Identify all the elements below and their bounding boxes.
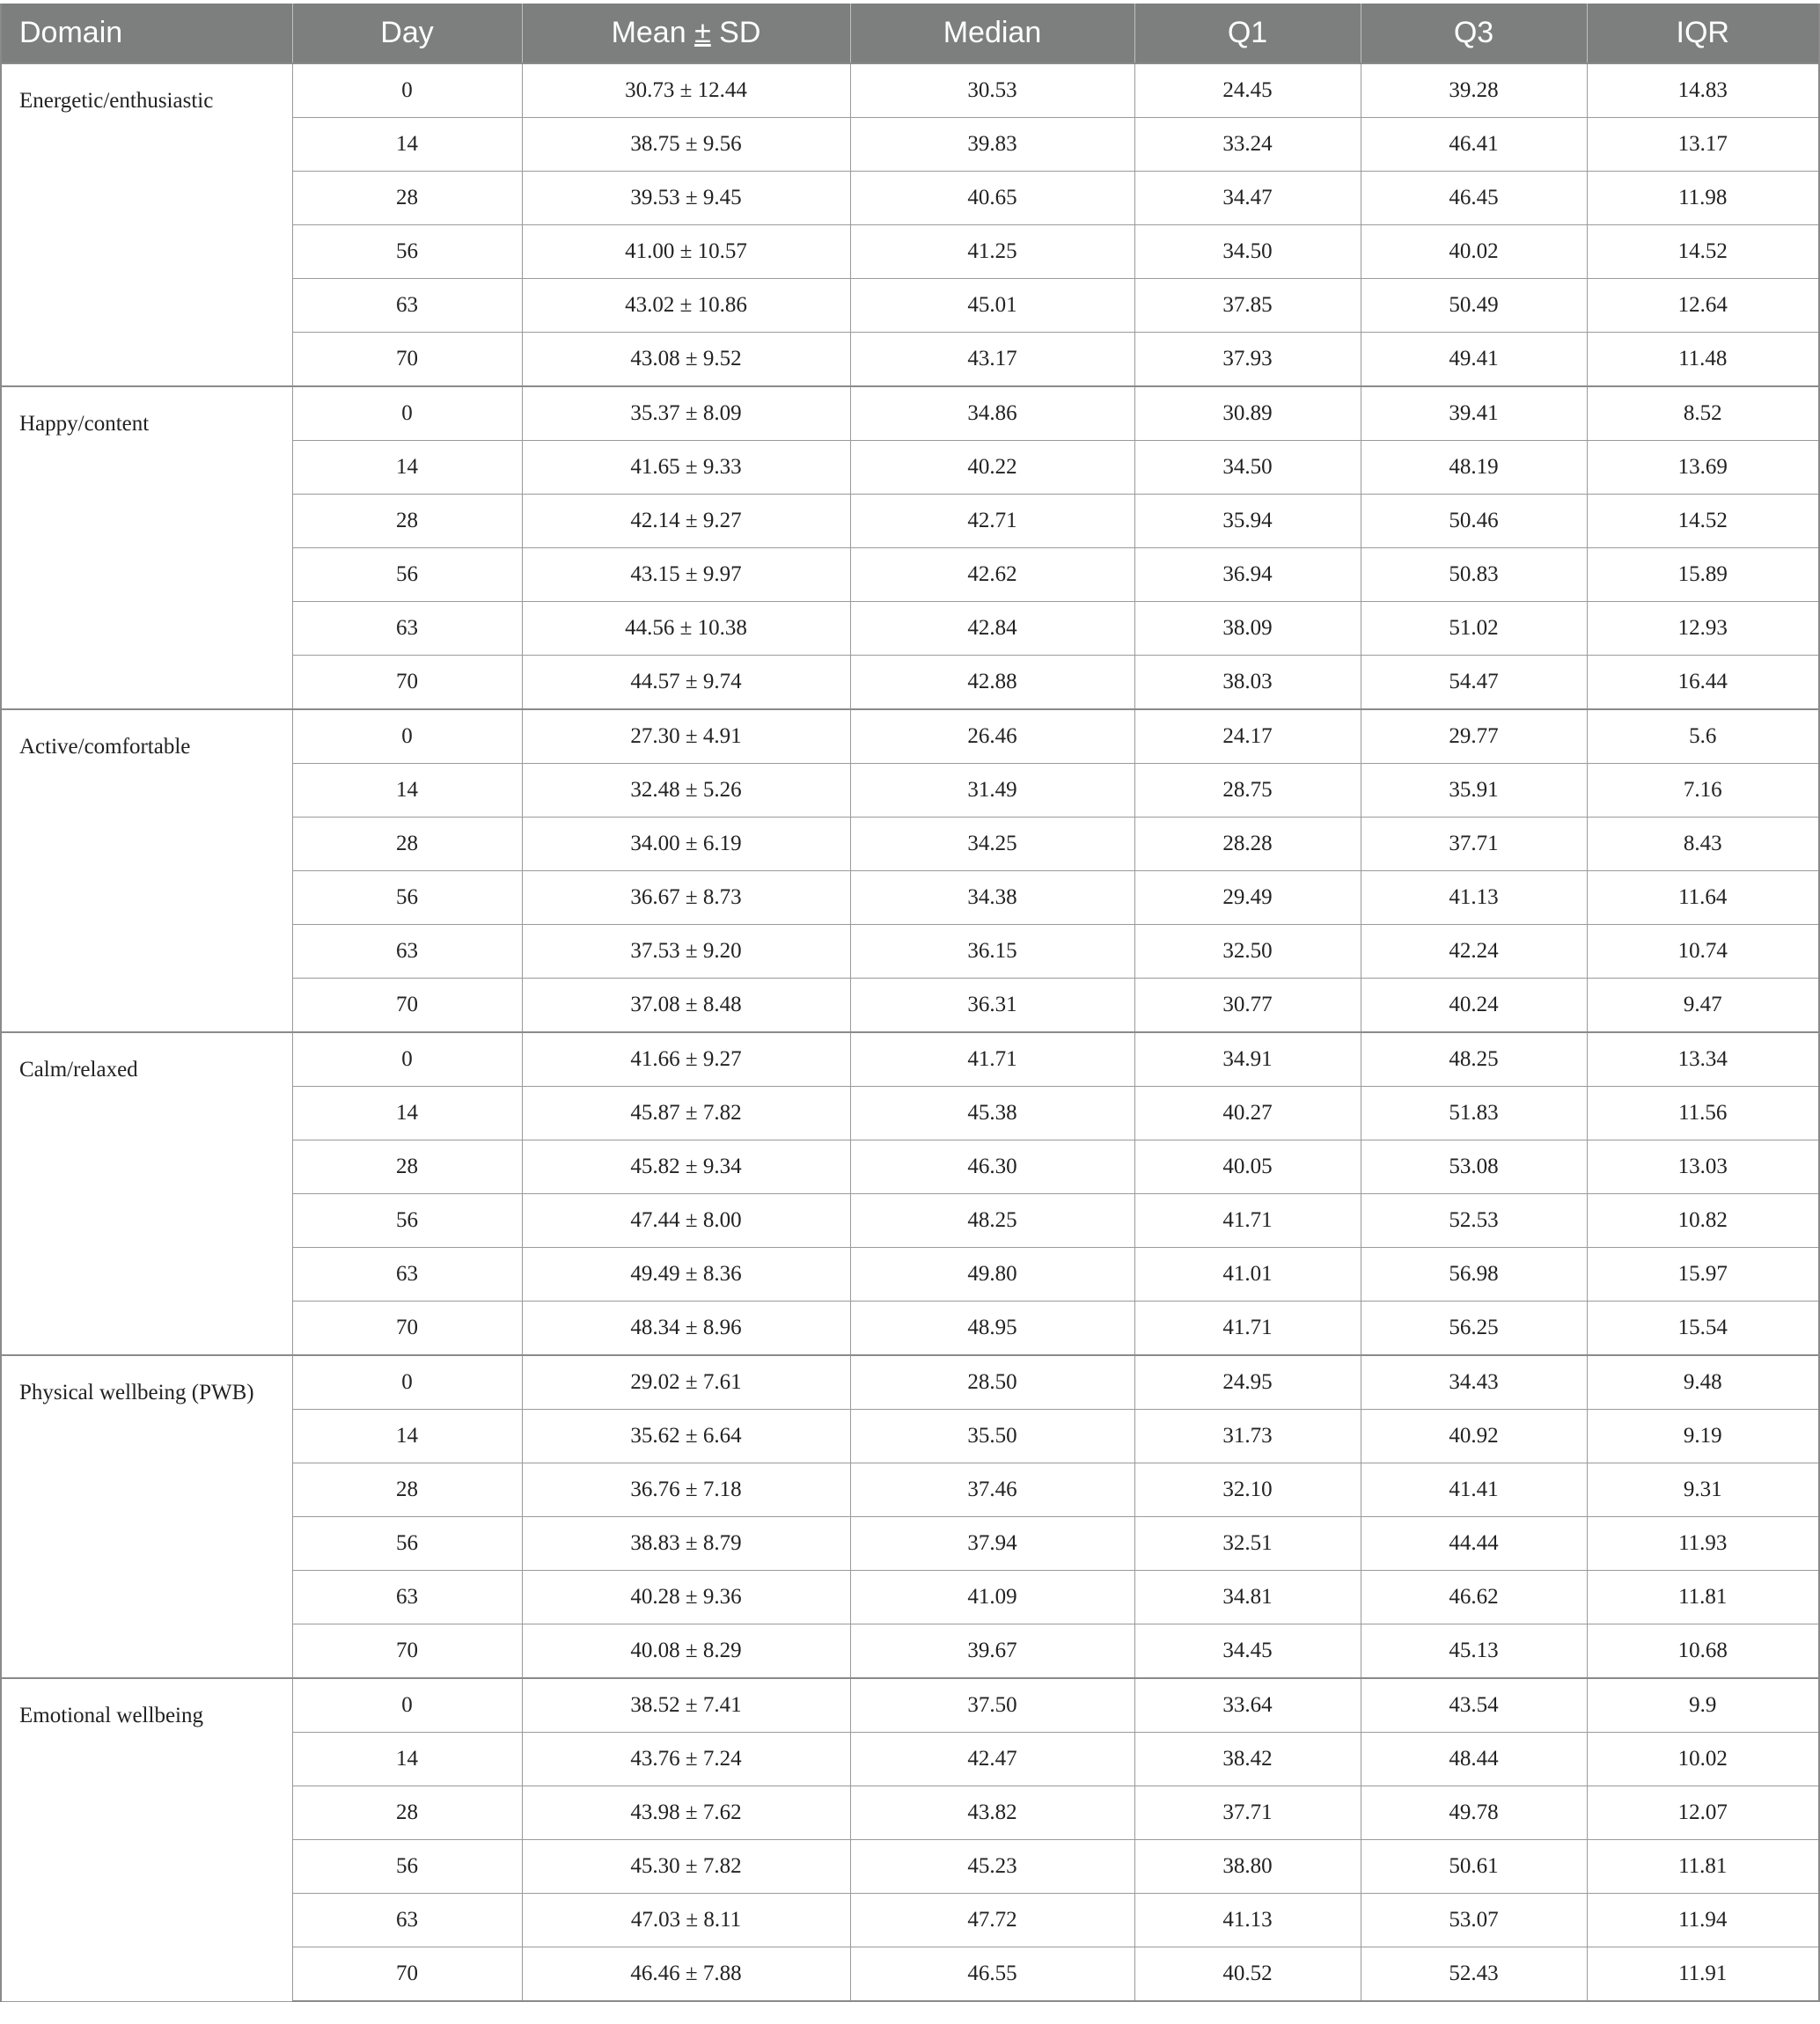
median-cell: 45.23 xyxy=(850,1840,1134,1894)
mean-sd-cell: 43.98 ± 7.62 xyxy=(522,1786,850,1840)
mean-sd-cell: 27.30 ± 4.91 xyxy=(522,709,850,764)
q3-cell: 53.07 xyxy=(1361,1894,1587,1947)
mean-sd-cell: 34.00 ± 6.19 xyxy=(522,818,850,871)
day-cell: 56 xyxy=(292,548,522,602)
header-mean-sd xyxy=(522,4,850,63)
day-cell: 63 xyxy=(292,602,522,656)
iqr-cell: 15.54 xyxy=(1587,1302,1819,1356)
day-cell: 56 xyxy=(292,225,522,279)
mean-sd-cell: 35.37 ± 8.09 xyxy=(522,386,850,441)
q1-cell: 32.51 xyxy=(1134,1517,1361,1571)
q1-cell: 30.77 xyxy=(1134,979,1361,1033)
day-cell: 70 xyxy=(292,979,522,1033)
iqr-cell: 13.17 xyxy=(1587,118,1819,172)
q1-cell: 24.95 xyxy=(1134,1355,1361,1410)
header-q1: Q1 xyxy=(1134,4,1361,63)
iqr-cell: 14.83 xyxy=(1587,63,1819,118)
median-cell: 40.22 xyxy=(850,441,1134,495)
mean-sd-cell: 36.76 ± 7.18 xyxy=(522,1463,850,1517)
median-cell: 42.47 xyxy=(850,1733,1134,1786)
iqr-cell: 5.6 xyxy=(1587,709,1819,764)
iqr-cell: 11.91 xyxy=(1587,1947,1819,2002)
mean-sd-cell: 37.53 ± 9.20 xyxy=(522,925,850,979)
q3-cell: 46.45 xyxy=(1361,172,1587,225)
median-cell: 49.80 xyxy=(850,1248,1134,1302)
iqr-cell: 12.64 xyxy=(1587,279,1819,333)
domain-cell: Happy/content xyxy=(1,386,292,709)
iqr-cell: 9.9 xyxy=(1587,1678,1819,1733)
q3-cell: 48.19 xyxy=(1361,441,1587,495)
mean-sd-cell: 35.62 ± 6.64 xyxy=(522,1410,850,1463)
q3-cell: 52.43 xyxy=(1361,1947,1587,2002)
iqr-cell: 12.93 xyxy=(1587,602,1819,656)
day-cell: 63 xyxy=(292,1571,522,1624)
domain-cell: Calm/relaxed xyxy=(1,1032,292,1355)
median-cell: 37.46 xyxy=(850,1463,1134,1517)
q3-cell: 40.24 xyxy=(1361,979,1587,1033)
q1-cell: 30.89 xyxy=(1134,386,1361,441)
q1-cell: 40.27 xyxy=(1134,1087,1361,1140)
q1-cell: 33.64 xyxy=(1134,1678,1361,1733)
header-domain: Domain xyxy=(1,4,292,63)
mean-sd-cell: 39.53 ± 9.45 xyxy=(522,172,850,225)
median-cell: 42.62 xyxy=(850,548,1134,602)
iqr-cell: 14.52 xyxy=(1587,495,1819,548)
q3-cell: 37.71 xyxy=(1361,818,1587,871)
mean-sd-cell: 41.65 ± 9.33 xyxy=(522,441,850,495)
domain-cell: Emotional wellbeing xyxy=(1,1678,292,2001)
median-cell: 39.83 xyxy=(850,118,1134,172)
median-cell: 26.46 xyxy=(850,709,1134,764)
mean-sd-cell: 46.46 ± 7.88 xyxy=(522,1947,850,2002)
day-cell: 0 xyxy=(292,1032,522,1087)
header-iqr: IQR xyxy=(1587,4,1819,63)
mean-sd-cell: 38.83 ± 8.79 xyxy=(522,1517,850,1571)
table-body xyxy=(1,63,1819,2001)
q1-cell: 32.10 xyxy=(1134,1463,1361,1517)
mean-sd-cell: 49.49 ± 8.36 xyxy=(522,1248,850,1302)
q1-cell: 41.01 xyxy=(1134,1248,1361,1302)
median-cell: 42.71 xyxy=(850,495,1134,548)
day-cell: 14 xyxy=(292,441,522,495)
day-cell: 14 xyxy=(292,1733,522,1786)
table-row xyxy=(1,386,1819,441)
q3-cell: 50.46 xyxy=(1361,495,1587,548)
mean-sd-cell: 40.08 ± 8.29 xyxy=(522,1624,850,1679)
median-cell: 43.82 xyxy=(850,1786,1134,1840)
mean-sd-cell: 43.02 ± 10.86 xyxy=(522,279,850,333)
day-cell: 70 xyxy=(292,1624,522,1679)
day-cell: 63 xyxy=(292,1894,522,1947)
mean-sd-cell: 32.48 ± 5.26 xyxy=(522,764,850,818)
iqr-cell: 10.74 xyxy=(1587,925,1819,979)
mean-sd-cell: 43.15 ± 9.97 xyxy=(522,548,850,602)
q1-cell: 40.05 xyxy=(1134,1140,1361,1194)
q3-cell: 46.41 xyxy=(1361,118,1587,172)
day-cell: 70 xyxy=(292,333,522,387)
day-cell: 56 xyxy=(292,1840,522,1894)
q3-cell: 52.53 xyxy=(1361,1194,1587,1248)
median-cell: 43.17 xyxy=(850,333,1134,387)
day-cell: 56 xyxy=(292,1517,522,1571)
iqr-cell: 11.56 xyxy=(1587,1087,1819,1140)
mean-sd-cell: 47.03 ± 8.11 xyxy=(522,1894,850,1947)
mean-sd-cell: 38.52 ± 7.41 xyxy=(522,1678,850,1733)
median-cell: 28.50 xyxy=(850,1355,1134,1410)
q3-cell: 50.49 xyxy=(1361,279,1587,333)
header-plus-minus: ± xyxy=(694,16,711,49)
day-cell: 14 xyxy=(292,118,522,172)
day-cell: 28 xyxy=(292,1463,522,1517)
day-cell: 14 xyxy=(292,1410,522,1463)
mean-sd-cell: 41.00 ± 10.57 xyxy=(522,225,850,279)
q3-cell: 34.43 xyxy=(1361,1355,1587,1410)
q3-cell: 49.41 xyxy=(1361,333,1587,387)
median-cell: 30.53 xyxy=(850,63,1134,118)
median-cell: 40.65 xyxy=(850,172,1134,225)
mean-sd-cell: 44.56 ± 10.38 xyxy=(522,602,850,656)
median-cell: 35.50 xyxy=(850,1410,1134,1463)
day-cell: 28 xyxy=(292,1786,522,1840)
iqr-cell: 13.69 xyxy=(1587,441,1819,495)
header-q3: Q3 xyxy=(1361,4,1587,63)
day-cell: 0 xyxy=(292,709,522,764)
mean-sd-cell: 44.57 ± 9.74 xyxy=(522,656,850,710)
iqr-cell: 8.43 xyxy=(1587,818,1819,871)
header-mean-label: Mean xyxy=(611,16,695,49)
q1-cell: 35.94 xyxy=(1134,495,1361,548)
q3-cell: 45.13 xyxy=(1361,1624,1587,1679)
q1-cell: 37.71 xyxy=(1134,1786,1361,1840)
mean-sd-cell: 41.66 ± 9.27 xyxy=(522,1032,850,1087)
median-cell: 37.94 xyxy=(850,1517,1134,1571)
day-cell: 0 xyxy=(292,1678,522,1733)
domain-cell: Active/comfortable xyxy=(1,709,292,1032)
mean-sd-cell: 43.08 ± 9.52 xyxy=(522,333,850,387)
q3-cell: 50.61 xyxy=(1361,1840,1587,1894)
iqr-cell: 10.02 xyxy=(1587,1733,1819,1786)
q3-cell: 44.44 xyxy=(1361,1517,1587,1571)
q3-cell: 46.62 xyxy=(1361,1571,1587,1624)
q1-cell: 34.47 xyxy=(1134,172,1361,225)
iqr-cell: 10.68 xyxy=(1587,1624,1819,1679)
table-row xyxy=(1,1032,1819,1087)
table-row xyxy=(1,63,1819,118)
mean-sd-cell: 45.82 ± 9.34 xyxy=(522,1140,850,1194)
day-cell: 0 xyxy=(292,63,522,118)
median-cell: 39.67 xyxy=(850,1624,1134,1679)
table-row xyxy=(1,709,1819,764)
q1-cell: 32.50 xyxy=(1134,925,1361,979)
day-cell: 0 xyxy=(292,386,522,441)
q3-cell: 48.25 xyxy=(1361,1032,1587,1087)
median-cell: 46.30 xyxy=(850,1140,1134,1194)
q1-cell: 41.13 xyxy=(1134,1894,1361,1947)
mean-sd-cell: 29.02 ± 7.61 xyxy=(522,1355,850,1410)
q1-cell: 36.94 xyxy=(1134,548,1361,602)
q3-cell: 41.13 xyxy=(1361,871,1587,925)
q1-cell: 38.09 xyxy=(1134,602,1361,656)
day-cell: 14 xyxy=(292,1087,522,1140)
domain-cell: Physical wellbeing (PWB) xyxy=(1,1355,292,1678)
iqr-cell: 14.52 xyxy=(1587,225,1819,279)
iqr-cell: 11.48 xyxy=(1587,333,1819,387)
mean-sd-cell: 37.08 ± 8.48 xyxy=(522,979,850,1033)
header-row xyxy=(1,4,1819,63)
q3-cell: 51.02 xyxy=(1361,602,1587,656)
q3-cell: 40.92 xyxy=(1361,1410,1587,1463)
iqr-cell: 9.19 xyxy=(1587,1410,1819,1463)
median-cell: 34.38 xyxy=(850,871,1134,925)
q1-cell: 34.81 xyxy=(1134,1571,1361,1624)
day-cell: 56 xyxy=(292,871,522,925)
mean-sd-cell: 36.67 ± 8.73 xyxy=(522,871,850,925)
q3-cell: 48.44 xyxy=(1361,1733,1587,1786)
day-cell: 70 xyxy=(292,656,522,710)
mean-sd-cell: 30.73 ± 12.44 xyxy=(522,63,850,118)
mean-sd-cell: 45.30 ± 7.82 xyxy=(522,1840,850,1894)
table-header xyxy=(1,4,1819,63)
iqr-cell: 13.03 xyxy=(1587,1140,1819,1194)
iqr-cell: 16.44 xyxy=(1587,656,1819,710)
day-cell: 28 xyxy=(292,172,522,225)
q1-cell: 38.42 xyxy=(1134,1733,1361,1786)
q3-cell: 40.02 xyxy=(1361,225,1587,279)
q1-cell: 34.50 xyxy=(1134,225,1361,279)
q3-cell: 53.08 xyxy=(1361,1140,1587,1194)
mean-sd-cell: 48.34 ± 8.96 xyxy=(522,1302,850,1356)
q1-cell: 33.24 xyxy=(1134,118,1361,172)
day-cell: 28 xyxy=(292,1140,522,1194)
q1-cell: 37.85 xyxy=(1134,279,1361,333)
iqr-cell: 13.34 xyxy=(1587,1032,1819,1087)
q1-cell: 31.73 xyxy=(1134,1410,1361,1463)
q3-cell: 43.54 xyxy=(1361,1678,1587,1733)
statistics-table xyxy=(0,4,1820,2002)
q1-cell: 34.91 xyxy=(1134,1032,1361,1087)
iqr-cell: 11.64 xyxy=(1587,871,1819,925)
median-cell: 41.09 xyxy=(850,1571,1134,1624)
day-cell: 14 xyxy=(292,764,522,818)
mean-sd-cell: 45.87 ± 7.82 xyxy=(522,1087,850,1140)
q3-cell: 56.25 xyxy=(1361,1302,1587,1356)
median-cell: 34.86 xyxy=(850,386,1134,441)
header-day: Day xyxy=(292,4,522,63)
median-cell: 48.95 xyxy=(850,1302,1134,1356)
q1-cell: 40.52 xyxy=(1134,1947,1361,2002)
q1-cell: 34.50 xyxy=(1134,441,1361,495)
iqr-cell: 9.47 xyxy=(1587,979,1819,1033)
q3-cell: 29.77 xyxy=(1361,709,1587,764)
iqr-cell: 9.48 xyxy=(1587,1355,1819,1410)
iqr-cell: 11.93 xyxy=(1587,1517,1819,1571)
day-cell: 70 xyxy=(292,1302,522,1356)
median-cell: 37.50 xyxy=(850,1678,1134,1733)
mean-sd-cell: 38.75 ± 9.56 xyxy=(522,118,850,172)
q1-cell: 38.80 xyxy=(1134,1840,1361,1894)
q1-cell: 28.75 xyxy=(1134,764,1361,818)
median-cell: 31.49 xyxy=(850,764,1134,818)
median-cell: 46.55 xyxy=(850,1947,1134,2002)
q3-cell: 35.91 xyxy=(1361,764,1587,818)
day-cell: 63 xyxy=(292,279,522,333)
day-cell: 63 xyxy=(292,925,522,979)
median-cell: 45.01 xyxy=(850,279,1134,333)
q1-cell: 24.45 xyxy=(1134,63,1361,118)
iqr-cell: 15.97 xyxy=(1587,1248,1819,1302)
q1-cell: 24.17 xyxy=(1134,709,1361,764)
q3-cell: 39.28 xyxy=(1361,63,1587,118)
domain-cell: Energetic/enthusiastic xyxy=(1,63,292,386)
iqr-cell: 11.81 xyxy=(1587,1571,1819,1624)
day-cell: 56 xyxy=(292,1194,522,1248)
q3-cell: 41.41 xyxy=(1361,1463,1587,1517)
median-cell: 45.38 xyxy=(850,1087,1134,1140)
median-cell: 36.15 xyxy=(850,925,1134,979)
day-cell: 28 xyxy=(292,818,522,871)
mean-sd-cell: 42.14 ± 9.27 xyxy=(522,495,850,548)
median-cell: 34.25 xyxy=(850,818,1134,871)
day-cell: 0 xyxy=(292,1355,522,1410)
median-cell: 41.25 xyxy=(850,225,1134,279)
q1-cell: 37.93 xyxy=(1134,333,1361,387)
q3-cell: 54.47 xyxy=(1361,656,1587,710)
q3-cell: 42.24 xyxy=(1361,925,1587,979)
iqr-cell: 11.94 xyxy=(1587,1894,1819,1947)
table-row xyxy=(1,1678,1819,1733)
iqr-cell: 11.98 xyxy=(1587,172,1819,225)
q1-cell: 41.71 xyxy=(1134,1302,1361,1356)
iqr-cell: 11.81 xyxy=(1587,1840,1819,1894)
q3-cell: 51.83 xyxy=(1361,1087,1587,1140)
median-cell: 42.88 xyxy=(850,656,1134,710)
iqr-cell: 9.31 xyxy=(1587,1463,1819,1517)
header-median: Median xyxy=(850,4,1134,63)
q1-cell: 34.45 xyxy=(1134,1624,1361,1679)
day-cell: 63 xyxy=(292,1248,522,1302)
q3-cell: 49.78 xyxy=(1361,1786,1587,1840)
day-cell: 70 xyxy=(292,1947,522,2002)
header-sd-label: SD xyxy=(710,16,761,49)
q1-cell: 29.49 xyxy=(1134,871,1361,925)
table-row xyxy=(1,1355,1819,1410)
day-cell: 28 xyxy=(292,495,522,548)
iqr-cell: 10.82 xyxy=(1587,1194,1819,1248)
iqr-cell: 7.16 xyxy=(1587,764,1819,818)
q1-cell: 38.03 xyxy=(1134,656,1361,710)
mean-sd-cell: 47.44 ± 8.00 xyxy=(522,1194,850,1248)
median-cell: 42.84 xyxy=(850,602,1134,656)
iqr-cell: 15.89 xyxy=(1587,548,1819,602)
mean-sd-cell: 40.28 ± 9.36 xyxy=(522,1571,850,1624)
q1-cell: 28.28 xyxy=(1134,818,1361,871)
mean-sd-cell: 43.76 ± 7.24 xyxy=(522,1733,850,1786)
iqr-cell: 12.07 xyxy=(1587,1786,1819,1840)
q3-cell: 56.98 xyxy=(1361,1248,1587,1302)
median-cell: 41.71 xyxy=(850,1032,1134,1087)
q3-cell: 50.83 xyxy=(1361,548,1587,602)
median-cell: 36.31 xyxy=(850,979,1134,1033)
median-cell: 48.25 xyxy=(850,1194,1134,1248)
q3-cell: 39.41 xyxy=(1361,386,1587,441)
iqr-cell: 8.52 xyxy=(1587,386,1819,441)
q1-cell: 41.71 xyxy=(1134,1194,1361,1248)
median-cell: 47.72 xyxy=(850,1894,1134,1947)
